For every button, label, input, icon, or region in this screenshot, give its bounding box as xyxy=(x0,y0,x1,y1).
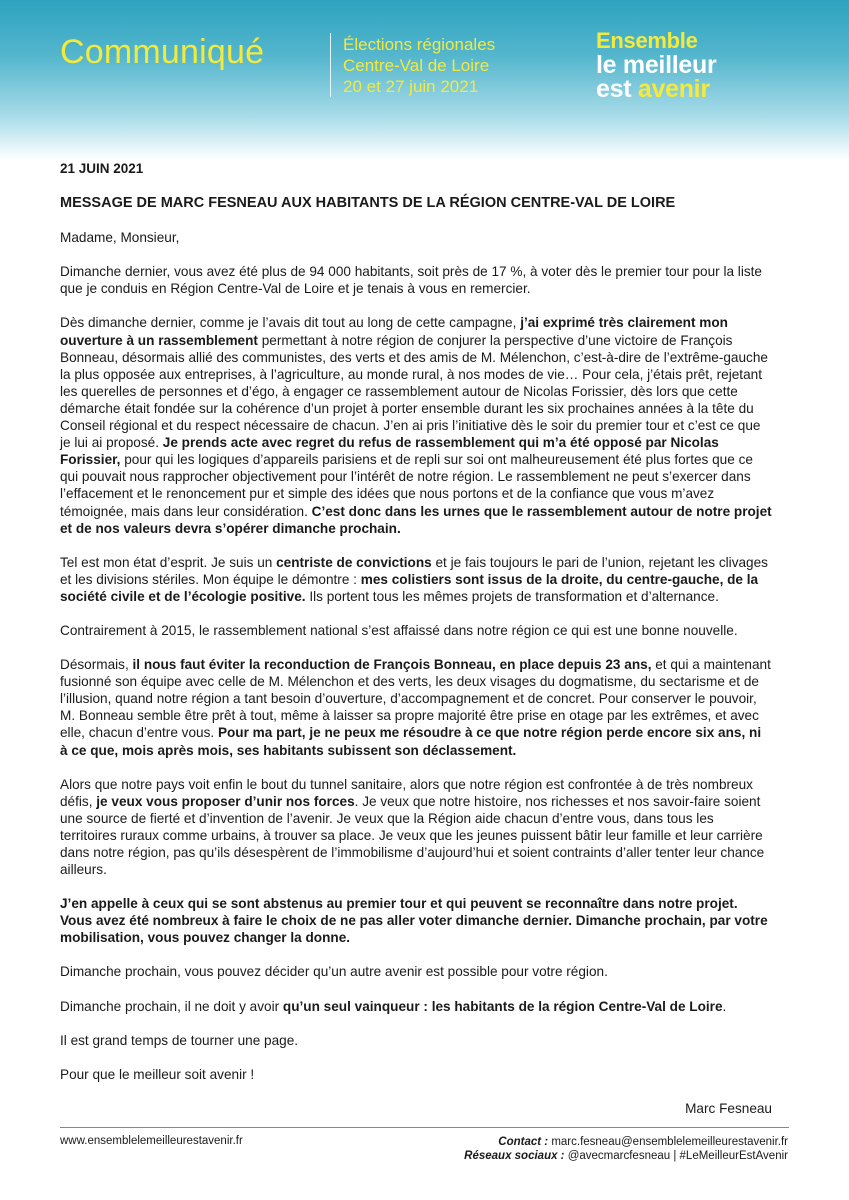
social-label: Réseaux sociaux : xyxy=(464,1150,565,1162)
paragraph-3-run: Tel est mon état d’esprit. Je suis un xyxy=(60,554,277,570)
paragraph-6-run: je veux vous proposer d’unir nos forces xyxy=(96,793,355,809)
paragraph-6 xyxy=(60,776,772,879)
election-line-1: Élections régionales xyxy=(343,35,496,54)
paragraph-3-run: et je fais toujours le pari de l’union, rejetant les clivages et les divisions stériles. Mon équipe le démontre : xyxy=(60,554,768,587)
footer-divider xyxy=(60,1127,789,1128)
paragraph-11: Pour que le meilleur soit avenir ! xyxy=(60,1066,255,1082)
election-line-3: 20 et 27 juin 2021 xyxy=(343,77,479,96)
paragraph-7-text: J’en appelle à ceux qui se sont abstenus au premier tour et qui peuvent se reconnaître dans notre projet. Vous avez été nombreux à faire le choix de ne pas aller voter dimanche dernier. Dimanche prochain, par votre mobilisation, vous pouvez changer la donne. xyxy=(60,896,768,946)
election-line-2: Centre-Val de Loire xyxy=(343,56,490,75)
paragraph-4: Contrairement à 2015, le rassemblement national s’est affaissé dans notre région ce qui est une bonne nouvelle. xyxy=(60,622,738,638)
logo-line-1: Ensemble xyxy=(596,28,698,53)
footer-contact xyxy=(464,1135,788,1149)
paragraph-2-run: permettant à notre région de conjurer la perspective d’une victoire de François Bonneau, désormais allié des communistes, des verts et des amis de M. Mélenchon, c’est-à-dire de l’extrême-gauche la plus opposée aux entreprises, à l’agriculture, au monde rural, à nos modes de vie… Pour cela, j’étais prêt, rejetant les querelles de personnes et d’égo, à engager ce rassemblement autour de Nicolas Forissier, dès lors que cette démarche était fondée sur la cohérence d’un projet à porter ensemble durant les six prochaines années à la tête du Conseil régional et du respect nécessaire de chacun. J’en ai pris l’initiative dès le soir du premier tour et c’est ce que je lui ai proposé. xyxy=(60,332,768,451)
paragraph-2-run: Dès dimanche dernier, comme je l’avais dit tout au long de cette campagne, xyxy=(60,315,521,331)
paragraph-3-run: mes colistiers sont issus de la droite, du centre-gauche, de la société civile et de l’écologie positive. xyxy=(60,571,759,604)
paragraph-9 xyxy=(60,998,772,1015)
logo-line-3a: est xyxy=(596,75,638,103)
paragraph-3-run: centriste de convictions xyxy=(276,554,432,570)
election-info xyxy=(343,34,495,97)
contact-email[interactable]: marc.fesneau@ensemblelemeilleurestavenir.fr xyxy=(548,1136,788,1148)
paragraph-3-run: Ils portent tous les mêmes projets de transformation et d’alternance. xyxy=(305,588,719,604)
paragraph-2-run: pour qui les logiques d’appareils parisiens et de repli sur soi ont malheureusement été plus fortes que ce qui pouvait nous rapprocher objectivement pour l’intérêt de notre région. Le rassemblement ne peut s’exercer dans l’effacement et le renoncement pur et simple des idées que nous portons et de la confiance que vous m’avez témoignée, mais dans leur considération. xyxy=(60,452,753,519)
paragraph-2-run: C’est donc dans les urnes que le rassemblement autour de notre projet et de nos valeurs devra s’opérer dimanche prochain. xyxy=(60,503,772,536)
contact-label: Contact : xyxy=(498,1136,549,1148)
paragraph-10: Il est grand temps de tourner une page. xyxy=(60,1032,299,1048)
paragraph-2-run: j’ai exprimé très clairement mon ouverture à un rassemblement xyxy=(60,315,728,348)
signature: Marc Fesneau xyxy=(685,1100,772,1116)
paragraph-2 xyxy=(60,314,772,536)
communique-title: Communiqué xyxy=(60,33,265,71)
paragraph-8: Dimanche prochain, vous pouvez décider qu’un autre avenir est possible pour votre région. xyxy=(60,964,608,980)
paragraph-1: Dimanche dernier, vous avez été plus de 94 000 habitants, soit près de 17 %, à voter dès le premier tour pour la liste que je conduis en Région Centre-Val de Loire et je tenais à vous en remercier. xyxy=(60,264,762,297)
paragraph-9-run: qu’un seul vainqueur : les habitants de la région Centre-Val de Loire xyxy=(282,998,723,1014)
release-date: 21 JUIN 2021 xyxy=(60,161,144,176)
release-title: MESSAGE DE MARC FESNEAU AUX HABITANTS DE LA RÉGION CENTRE-VAL DE LOIRE xyxy=(60,195,676,212)
paragraph-9-run: . xyxy=(722,998,727,1014)
header-banner xyxy=(0,0,849,160)
social-handles[interactable]: @avecmarcfesneau | #LeMeilleurEstAvenir xyxy=(564,1150,788,1162)
paragraph-5-run: et qui a maintenant fusionné son équipe avec celle de M. Mélenchon et des verts, les deux visages du dogmatisme, du sectarisme et de l’illusion, quand notre région a tant besoin d’ouverture, d’accompagnement et de concret. Pour conserver le pouvoir, M. Bonneau semble être prêt à tout, même à laisser sa propre majorité être prise en otage par les extrêmes, et avec elle, chacun d’entre vous. xyxy=(60,657,771,741)
paragraph-7 xyxy=(60,895,772,946)
header-divider xyxy=(330,33,331,97)
footer-website[interactable]: www.ensemblelemeilleurestavenir.fr xyxy=(60,1135,243,1147)
greeting: Madame, Monsieur, xyxy=(60,230,180,246)
paragraph-3 xyxy=(60,554,772,605)
footer-social xyxy=(464,1149,788,1163)
footer-contact-block xyxy=(464,1135,788,1163)
paragraph-6-run: . Je veux que notre histoire, nos richesses et nos savoir-faire soient une source de fierté et d’invention de l’avenir. Je veux que la Région aide chacun d’entre vous, dans tous les territoires ruraux comme urbains, à trouver sa place. Je veux que les jeunes puissent bâtir leur famille et leur carrière dans notre région, pas qu’ils désespèrent de l’immobilisme d’aujourd’hui et soient contraints d’aller tenter leur chance ailleurs. xyxy=(60,793,765,878)
paragraph-6-run: Alors que notre pays voit enfin le bout du tunnel sanitaire, alors que notre région est confrontée à de très nombreux défis, xyxy=(60,776,753,809)
paragraph-5-run: Pour ma part, je ne peux me résoudre à ce que notre région perde encore six ans, ni à ce que, mois après mois, ses habitants subissent son déclassement. xyxy=(60,725,762,758)
press-release-body xyxy=(60,160,772,1134)
paragraph-2-run: Je prends acte avec regret du refus de rassemblement qui m’a été opposé par Nicolas Forissier, xyxy=(60,435,719,468)
paragraph-9-run: Dimanche prochain, il ne doit y avoir xyxy=(60,998,283,1014)
paragraph-5-run: Désormais, xyxy=(60,657,133,673)
logo-line-3b: avenir xyxy=(637,75,710,103)
campaign-logo xyxy=(596,28,717,103)
logo-line-2: le meilleur xyxy=(596,51,717,79)
paragraph-5-run: il nous faut éviter la reconduction de François Bonneau, en place depuis 23 ans, xyxy=(132,657,652,673)
paragraph-5 xyxy=(60,656,772,759)
